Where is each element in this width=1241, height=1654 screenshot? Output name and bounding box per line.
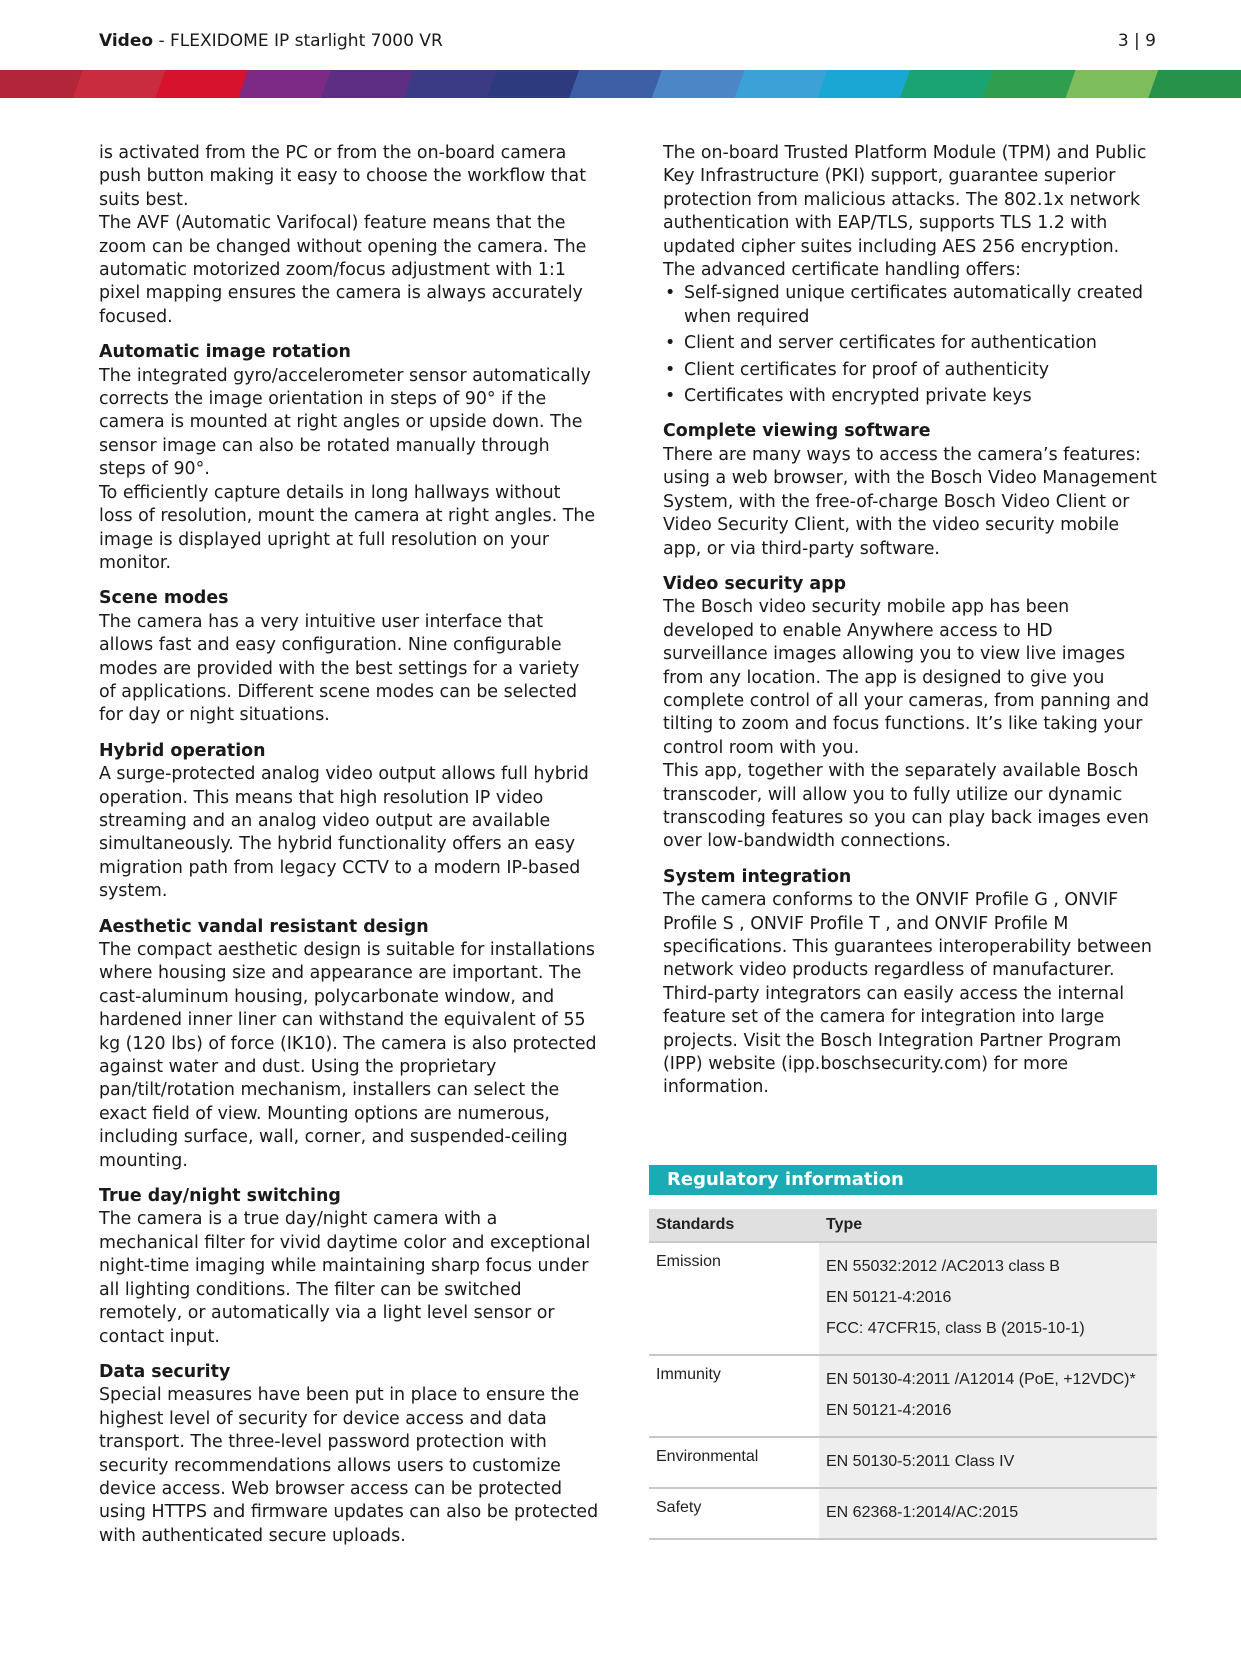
table-row	[649, 1488, 1157, 1539]
table-row	[649, 1437, 1157, 1488]
section-name: Video	[99, 31, 154, 51]
intro-section	[99, 142, 599, 329]
list-item: • Client certificates for proof of authenticity	[663, 359, 1158, 382]
type-cell: EN 62368-1:2014/AC:2015	[826, 1504, 1019, 1521]
standard-cell: Emission	[656, 1253, 721, 1270]
app-section	[663, 573, 1158, 854]
integration-heading: System integration	[663, 866, 852, 887]
app-paragraph-2: This app, together with the separately available Bosch transcoder, will allow you to fully utilize our dynamic transcoding features so you can play back images even over low-bandwidth connections.	[663, 761, 1149, 852]
integration-paragraph: The camera conforms to the ONVIF Profile G , ONVIF Profile S , ONVIF Profile T , and ONVIF Profile M specifications. This guarantees interoperability between network video products regardless of manufacturer.	[663, 890, 1152, 981]
standard-cell: Safety	[656, 1499, 702, 1516]
type-cell: EN 50130-5:2011 Class IV	[826, 1453, 1015, 1470]
aesthetic-section	[99, 916, 599, 1173]
list-item: • Client and server certificates for authentication	[663, 332, 1158, 355]
page-number: 3 | 9	[1117, 31, 1156, 51]
standard-cell: Immunity	[656, 1366, 721, 1383]
certificate-list	[663, 282, 1158, 408]
security-heading: Data security	[99, 1361, 231, 1382]
daynight-section	[99, 1185, 599, 1349]
scene-heading: Scene modes	[99, 588, 229, 609]
type-cell: EN 50121-4:2016	[826, 1402, 952, 1419]
tpm-section	[663, 142, 1158, 408]
aesthetic-heading: Aesthetic vandal resistant design	[99, 916, 429, 937]
document-title	[99, 31, 443, 51]
column-header-type: Type	[819, 1209, 1157, 1242]
app-heading: Video security app	[663, 573, 847, 594]
standard-cell: Environmental	[656, 1448, 759, 1465]
security-paragraph: Special measures have been put in place to ensure the highest level of security for device access and data transport. The three-level password protection with security recommendations allows users to customize device access. Web browser access can be protected using HTTPS and firmware updates can also be protected with authenticated secure uploads.	[99, 1385, 599, 1546]
type-cell: FCC: 47CFR15, class B (2015-10-1)	[826, 1320, 1085, 1337]
integration-paragraph-2: Third-party integrators can easily access the internal feature set of the camera for integration into large projects. Visit the Bosch Integration Partner Program (IPP) website (ipp.boschsecurity.com) for more information.	[663, 983, 1125, 1098]
scene-paragraph: The camera has a very intuitive user interface that allows fast and easy configuration. Nine configurable modes are provided with the best settings for a variety of applications. Different scene modes can be selected for day or night situations.	[99, 611, 580, 726]
color-bar-graphic	[0, 70, 1241, 98]
type-cell: EN 50130-4:2011 /A12014 (PoE, +12VDC)*	[826, 1371, 1136, 1388]
intro-paragraph: is activated from the PC or from the on-board camera push button making it easy to choose the workflow that suits best.	[99, 143, 587, 210]
tpm-paragraph: The on-board Trusted Platform Module (TPM) and Public Key Infrastructure (PKI) support, guarantee superior protection from malicious attacks. The 802.1x network authentication with EAP/TLS, supports TLS 1.2 with updated cipher suites including AES 256 encryption.	[663, 143, 1147, 257]
hybrid-heading: Hybrid operation	[99, 740, 266, 761]
app-paragraph: The Bosch video security mobile app has been developed to enable Anywhere access to HD surveillance images allowing you to view live images from any location. The app is designed to give you complete control of all your cameras, from panning and tilting to zoom and focus functions. It’s like taking your control room with you.	[663, 597, 1149, 758]
viewing-heading: Complete viewing software	[663, 421, 931, 442]
certificate-intro: The advanced certificate handling offers:	[663, 260, 1022, 281]
left-column	[99, 142, 599, 1560]
title-separator: -	[153, 31, 171, 51]
daynight-heading: True day/night switching	[99, 1186, 341, 1207]
brand-color-bar	[0, 70, 1241, 98]
scene-section	[99, 587, 599, 727]
rotation-paragraph-2: To efficiently capture details in long hallways without loss of resolution, mount the camera at right angles. The image is displayed upright at full resolution on your monitor.	[99, 482, 596, 573]
daynight-paragraph: The camera is a true day/night camera with a mechanical filter for vivid daytime color and exceptional night-time imaging while maintaining sharp focus under all lighting conditions. The filter can be switched remotely, or automatically via a light level sensor or contact input.	[99, 1209, 591, 1347]
table-row	[649, 1355, 1157, 1437]
regulatory-heading: Regulatory information	[649, 1165, 1157, 1195]
integration-section	[663, 866, 1158, 1100]
avf-paragraph: The AVF (Automatic Varifocal) feature means that the zoom can be changed without opening the camera. The automatic motorized zoom/focus adjustment with 1:1 pixel mapping ensures the camera is always accurately focused.	[99, 213, 587, 327]
type-cell: EN 50121-4:2016	[826, 1289, 952, 1306]
list-item: • Certificates with encrypted private keys	[663, 385, 1158, 408]
rotation-section	[99, 341, 599, 575]
viewing-section	[663, 420, 1158, 560]
product-name: FLEXIDOME IP starlight 7000 VR	[170, 31, 443, 51]
rotation-heading: Automatic image rotation	[99, 342, 351, 363]
hybrid-paragraph: A surge-protected analog video output allows full hybrid operation. This means that high resolution IP video streaming and an analog video output are available simultaneously. The hybrid functionality offers an easy migration path from legacy CCTV to a modern IP-based system.	[99, 764, 589, 902]
viewing-paragraph: There are many ways to access the camera’s features: using a web browser, with the Bosch Video Management System, with the free-of-charge Bosch Video Client or Video Security Client, with the video security mobile app, or via third-party software.	[663, 444, 1157, 559]
table-header-row	[649, 1209, 1157, 1242]
aesthetic-paragraph: The compact aesthetic design is suitable for installations where housing size and appearance are important. The cast-aluminum housing, polycarbonate window, and hardened inner liner can withstand the equivalent of 55 kg (120 lbs) of force (IK10). The camera is also protected against water and dust. Using the proprietary pan/tilt/rotation mechanism, installers can select the exact field of view. Mounting options are numerous, including surface, wall, corner, and suspended-ceiling mounting.	[99, 940, 597, 1171]
security-section	[99, 1361, 599, 1548]
list-item: • Self-signed unique certificates automatically created when required	[663, 282, 1158, 329]
type-cell: EN 55032:2012 /AC2013 class B	[826, 1258, 1060, 1275]
color-bar-segment	[1148, 70, 1241, 98]
right-column	[663, 142, 1158, 1112]
column-header-standards: Standards	[649, 1209, 819, 1242]
page-header	[99, 28, 1156, 54]
regulatory-table	[649, 1209, 1157, 1540]
hybrid-section	[99, 740, 599, 904]
table-row	[649, 1242, 1157, 1355]
rotation-paragraph: The integrated gyro/accelerometer sensor automatically corrects the image orientation in steps of 90° if the camera is mounted at right angles or upside down. The sensor image can also be rotated manually through steps of 90°.	[99, 365, 591, 480]
